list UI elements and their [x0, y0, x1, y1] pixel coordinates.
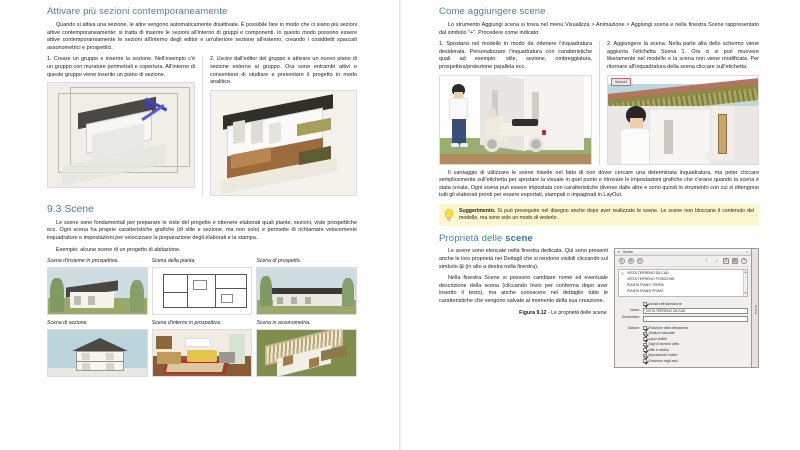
details-icon[interactable]: ⊞ — [733, 258, 737, 264]
thumbnail-section — [47, 329, 148, 377]
thumbnail-interior-perspective — [152, 329, 253, 377]
property-label: Impostazioni ombre — [648, 353, 678, 358]
property-label: Layer visibili — [648, 336, 667, 341]
thumb-cell — [152, 258, 253, 315]
thumb-caption: Scena della pianta. — [151, 258, 196, 265]
figure-caption-label: Figura 9.12 — [519, 309, 547, 316]
scene-thumbnails-row-2 — [47, 320, 357, 377]
thumb-caption: Scena d'insieme in prospettiva. — [47, 258, 119, 265]
thumbnail-axonometric — [256, 329, 357, 377]
tip-text — [459, 208, 754, 222]
figure-group-section-wireframe — [47, 82, 195, 188]
thumb-cell — [256, 258, 357, 315]
property-label: Tagli di sezione attivi — [648, 342, 679, 347]
left-step-1-text: 1. Creare un gruppo e inserire la sezione. Nell'esempio c'è un gruppo con murature perimetrali e copertura. All'interno di questo gruppo viene inserito un piano di sezione. — [47, 56, 195, 78]
tip-label: Suggerimento. — [459, 207, 496, 214]
scene-name-input[interactable]: VISTA TERRENO DA CAD — [643, 308, 748, 314]
help-icon[interactable]: ? — [742, 258, 746, 264]
property-checkbox[interactable] — [643, 359, 647, 363]
thumb-cell — [152, 320, 253, 377]
right-step-1-text: 1. Spostarsi nel modello in modo da ottenere l'inquadratura desiderata. Personalizzare l'inquadratura con caratteristiche quali ad esempio: stile, sezione, ombreggiatura, prospettiva/proiezione parallela ecc. — [439, 41, 592, 70]
property-checkbox[interactable] — [643, 343, 647, 347]
tip-body: Si può proseguire nel disegno anche dopo aver realizzato le scene. Le scene non bloccano il contenuto del modello, ma sono solo un modo di vederlo. — [459, 207, 754, 222]
active-scene-icon: ✎ — [621, 271, 625, 276]
list-item[interactable]: PIANTA PIANO PRIMO — [627, 288, 664, 293]
right-step-1 — [439, 41, 599, 164]
collapse-icon[interactable]: ▾ — [618, 249, 620, 254]
scroll-down-icon[interactable]: ▼ — [744, 291, 747, 296]
thumbnail-floor-plan — [152, 267, 253, 315]
scene-intro-paragraph: Le scene sono fondamentali per preparare le viste del progetto e ottenere elaborati quali piante, sezioni, viste prospettiche ecc. Ogni scena ha proprie caratteristiche grafiche (di stile e sezione, ma non solo) e permette di richiamare velocemente inquadrature e impostazioni per velocizzare la preparazione degli elaborati e la stampa. — [47, 219, 357, 241]
left-step-2-text: 2. Uscire dall'editor del gruppo e attivare un nuovo piano di sezione esterno al gruppo. Ora sono entrambi attivi e consentono di studiare e presentare il progetto in modo analitico. — [210, 56, 357, 86]
right-intro-paragraph: Lo strumento Aggiungi scena si trova nel menu Visualizza > Animazione > Aggiungi scena e nella finestra Scene rappresentato dal simbolo "+". Procedere come indicato: — [439, 22, 759, 36]
figure-scene-viewport-2 — [607, 75, 759, 165]
scene-tab-label[interactable]: Scena1 — [611, 78, 631, 86]
advantage-paragraph: Il vantaggio di utilizzare le scene risiede nel fatto di non dover cercare una determinata inquadratura, ma poter cliccare semplicemente sull'etichetta per spostare la visuale in quel punto e ritrovare le impostazioni grafiche che c'erano quando la scena è stata creata. Ogni scena può essere impostata con caratteristiche diverse dalle altre e sono quindi lo strumento con cui si ottengono tutti gli elaborati pronti per essere esportati, stampati o impaginati in LayOut. — [439, 169, 759, 199]
left-step-1 — [47, 56, 202, 195]
lightbulb-icon — [444, 209, 454, 222]
figure-scene-viewport-1 — [439, 75, 592, 165]
field-label-descrizione: Descrizione: — [621, 315, 640, 320]
scene-thumbnails-row-1 — [47, 258, 357, 315]
scenes-dialog-title: Scene — [622, 249, 634, 254]
remove-scene-icon[interactable]: ⊖ — [638, 258, 642, 264]
right-page — [400, 0, 800, 450]
thumb-cell — [47, 320, 148, 377]
right-step-2 — [599, 41, 759, 164]
properties-text-column — [439, 248, 608, 368]
left-steps-columns — [47, 56, 357, 195]
left-page-heading: Attivare più sezioni contemporaneamente — [47, 6, 228, 17]
add-scene-icon[interactable]: ⊕ — [629, 258, 633, 264]
right-page-heading: Come aggiungere scene — [439, 6, 546, 17]
move-down-icon[interactable]: ↓ — [715, 257, 718, 264]
scroll-up-icon[interactable]: ▲ — [744, 270, 747, 275]
thumbnail-elevation — [256, 267, 357, 315]
left-intro-paragraph: Quando si attiva una sezione, le altre vengono automaticamente disattivate. È possibile fare in modo che ci siano più sezioni attive contemporaneamente: si tratta di inserire le sezioni all'interno di gruppi e componenti. In questo modo possono essere attive contemporaneamente le sezioni all'interno degli editor e un'ulteriore sezione all'esterno, creando i cosiddetti spaccati assonometrici e prospettici. — [47, 22, 357, 51]
prop-paragraph-1: Le scene sono elencate nella finestra dedicata. Qui sono presenti anche le loro proprietà nei Dettagli che si rendono visibili cliccando sul simbolo ⊞ (in alto a destra nella finestra). — [439, 248, 608, 270]
prop-paragraph-2: Nella finestra Scene si possono cambiare nome ed eventuale descrizione della scena (cliccando Invio per conferma dopo aver inserito il testo), ma anche conoscere nel dettaglio tutte le caratteristiche che vengono salvate al momento della sua creazione. — [439, 275, 608, 304]
right-step-2-text: 2. Aggiungere la scena. Nella parte alta dello schermo viene aggiunta l'etichetta Scena 1. Ora ci si può muovere liberamente nel modello e la scena non viene modificata. Per ritornare all'inquadratura della scena cliccare sull'etichetta. — [607, 41, 759, 70]
view-options-icon[interactable]: ☰ — [724, 258, 728, 264]
move-up-icon[interactable]: ↑ — [705, 257, 708, 264]
property-checkbox[interactable] — [643, 354, 647, 358]
include-animation-row[interactable] — [643, 301, 748, 307]
field-label-salvare: Salvare: — [627, 326, 640, 331]
thumb-cell — [256, 320, 357, 377]
properties-heading-bold: scene — [505, 233, 533, 245]
field-inputs — [643, 301, 748, 364]
figure-section-cutaway — [210, 90, 357, 196]
scenes-dialog-titlebar[interactable] — [615, 249, 751, 256]
property-label: Gestioni nascoste — [648, 331, 675, 336]
property-checkbox[interactable] — [643, 326, 647, 330]
list-item[interactable]: PIANTA PIANO TERRA — [627, 282, 664, 287]
thumb-cell — [47, 258, 148, 315]
section-number-heading: 9.3 Scene — [47, 203, 94, 215]
scene-example-line: Esempio: alcune scene di un progetto di abitazione. — [56, 246, 181, 253]
list-item[interactable]: VISTA TERRENO DA CAD — [627, 270, 669, 275]
properties-heading-plain: Proprietà delle — [439, 233, 506, 245]
scene-description-input[interactable] — [643, 316, 748, 322]
property-label: Posizione degli assi — [648, 358, 678, 363]
field-label-nome: Nome: — [630, 308, 640, 313]
include-animation-checkbox[interactable] — [643, 302, 647, 306]
property-checkbox[interactable] — [643, 332, 647, 336]
property-checkbox[interactable] — [643, 348, 647, 352]
property-label: Stile e nebbia — [648, 347, 669, 352]
scenes-side-tab[interactable]: Scene — [752, 248, 759, 368]
property-label: Posizione della telecamera — [648, 325, 688, 330]
figure-caption — [439, 310, 608, 316]
left-step-2 — [202, 56, 357, 195]
thumb-caption: Scena in assonometria. — [256, 320, 311, 327]
figure-caption-separator: - — [546, 309, 552, 316]
right-steps-columns — [439, 41, 759, 164]
thumbnail-perspective-overview — [47, 267, 148, 315]
scenes-dialog-toolbar[interactable] — [615, 256, 751, 267]
figure-caption-italic: scene. — [592, 309, 608, 316]
include-animation-label: Includi nell'animazione — [648, 301, 682, 306]
property-row[interactable] — [643, 358, 748, 364]
field-labels — [618, 301, 640, 364]
scenes-dialog-window — [614, 248, 752, 368]
property-checkbox[interactable] — [643, 337, 647, 341]
scenes-dialog[interactable] — [614, 248, 759, 368]
tip-box — [439, 204, 759, 226]
scrollbar[interactable] — [743, 270, 747, 296]
scene-list[interactable] — [618, 269, 748, 297]
figure-caption-text: Le proprietà delle — [551, 309, 593, 316]
properties-section — [439, 248, 759, 368]
thumb-caption: Scena di prospetto. — [256, 258, 302, 265]
thumb-caption: Scena d'interno in prospettiva. — [151, 320, 222, 327]
scenes-dialog-body — [615, 299, 751, 367]
thumb-caption: Scena di sezione. — [47, 320, 88, 327]
properties-heading — [439, 233, 759, 244]
list-item[interactable]: VISTA TERRENO POSIZIONE — [627, 276, 675, 281]
close-icon[interactable]: × — [745, 249, 748, 254]
refresh-icon[interactable]: ↻ — [620, 258, 624, 264]
